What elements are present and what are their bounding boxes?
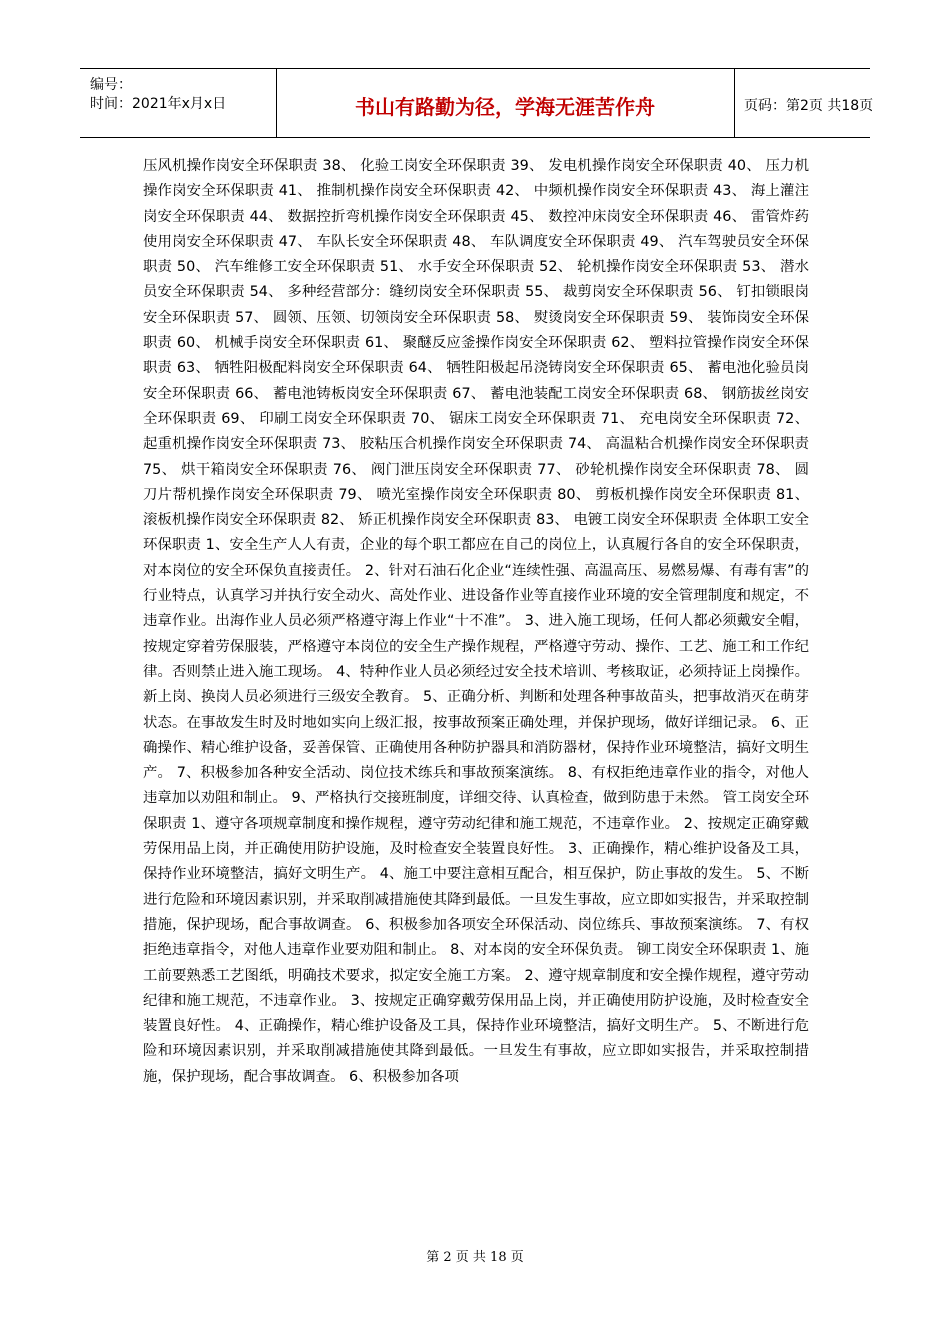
page-footer: 第 2 页 共 18 页 xyxy=(426,1250,524,1265)
header-page-info: 页码：第2页 共18页 xyxy=(744,98,874,114)
body-paragraph: 压风机操作岗安全环保职责 38、 化验工岗安全环保职责 39、 发电机操作岗安全环保职责 40、 压力机操作岗安全环保职责 41、 推制机操作岗安全环保职责 42、 中频机操作岗安全环保职责 43、 海上灌注岗安全环保职责 44、 数据控折弯机操作岗安全环保职责 45、 数控冲床岗安全环保职责 46、 雷管炸药使用岗安全环保职责 47、 车队长安全环保职责 48、 车队调度安全环保职责 49、 汽车驾驶员安全环保职责 50、 汽车维修工安全环保职责 51、 水手安全环保职责 52、 轮机操作岗安全环保职责 53、 潜水员安全环保职责 54、 多种经营部分：缝纫岗安全环保职责 55、 裁剪岗安全环保职责 56、 钉扣锁眼岗安全环保职责 57、 圆领、压领、切领岗安全环保职责 58、 熨烫岗安全环保职责 59、 装饰岗安全环保职责 60、 机械手岗安全环保职责 61、 聚醚反应釜操作岗安全环保职责 62、 塑料拉管操作岗安全环保职责 63、 牺牲阳极配料岗安全环保职责 64、 牺牲阳极起吊浇铸岗安全环保职责 65、 蓄电池化验员岗安全环保职责 66、 蓄电池铸板岗安全环保职责 67、 蓄电池装配工岗安全环保职责 68、 钢筋拔丝岗安全环保职责 69、 印刷工岗安全环保职责 70、 锯床工岗安全环保职责 71、 充电岗安全环保职责 72、 起重机操作岗安全环保职责 73、 胶粘压合机操作岗安全环保职责 74、 高温粘合机操作岗安全环保职责 75、 烘干箱岗安全环保职责 76、 阀门泄压岗安全环保职责 77、 砂轮机操作岗安全环保职责 78、 圆刀片帮机操作岗安全环保职责 79、 喷光室操作岗安全环保职责 80、 剪板机操作岗安全环保职责 81、 滚板机操作岗安全环保职责 82、 矫正机操作岗安全环保职责 83、 电镀工岗安全环保职责 全体职工安全环保职责 1、安全生产人人有责，企业的每个职工都应在自己的岗位上，认真履行各自的安全环保职责，对本岗位的安全环保负直接责任。 2、针对石油石化企业“连续性强、高温高压、易燃易爆、有毒有害”的行业特点，认真学习并执行安全动火、高处作业、进设备作业等直接作业环境的安全管理制度和规定，不违章作业。出海作业人员必须严格遵守海上作业“十不准”。 3、进入施工现场，任何人都必须戴安全帽，按规定穿着劳保服装，严格遵守本岗位的安全生产操作规程，严格遵守劳动、操作、工艺、施工和工作纪律。否则禁止进入施工现场。 4、特种作业人员必须经过安全技术培训、考核取证，必须持证上岗操作。新上岗、换岗人员必须进行三级安全教育。 5、正确分析、判断和处理各种事故苗头，把事故消灭在萌芽状态。在事故发生时及时地如实向上级汇报，按事故预案正确处理，并保护现场，做好详细记录。 6、正确操作、精心维护设备，妥善保管、正确使用各种防护器具和消防器材，保持作业环境整洁，搞好文明生产。 7、积极参加各种安全活动、岗位技术练兵和事故预案演练。 8、有权拒绝违章作业的指令，对他人违章加以劝阻和制止。 9、严格执行交接班制度，详细交待、认真检查，做到防患于未然。 管工岗安全环保职责 1、遵守各项规章制度和操作规程，遵守劳动纪律和施工规范，不违章作业。 2、按规定正确穿戴劳保用品上岗，并正确使用防护设施，及时检查安全装置良好性。 3、正确操作，精心维护设备及工具，保持作业环境整洁，搞好文明生产。 4、施工中要注意相互配合，相互保护，防止事故的发生。 5、不断进行危险和环境因素识别，并采取削减措施使其降到最低。一旦发生事故，应立即如实报告，并采取控制措施，保护现场，配合事故调查。 6、积极参加各项安全环保活动、岗位练兵、事故预案演练。 7、有权拒绝违章指令，对他人违章作业要劝阻和制止。 8、对本岗的安全环保负责。 铆工岗安全环保职责 1、施工前要熟悉工艺图纸，明确技术要求，拟定安全施工方案。 2、遵守规章制度和安全操作规程，遵守劳动纪律和施工规范，不违章作业。 3、按规定正确穿戴劳保用品上岗，并正确使用防护设施，及时检查安全装置良好性。 4、正确操作，精心维护设备及工具，保持作业环境整洁，搞好文明生产。 5、不断进行危险和环境因素识别，并采取削减措施使其降到最低。一旦发生有事故，应立即如实报告，并采取控制措施，保护现场，配合事故调查。 6、积极参加各项 xyxy=(143,158,809,1085)
header-motto: 书山有路勤为径，学海无涯苦作舟 xyxy=(355,95,655,119)
header-page-cell xyxy=(734,69,874,137)
header-motto-cell xyxy=(276,69,735,137)
page-header xyxy=(80,68,874,138)
header-meta-cell xyxy=(80,69,277,137)
document-body xyxy=(143,154,809,1090)
document-date-label: 时间：2021年x月x日 xyxy=(90,96,227,112)
document-number-label: 编号： xyxy=(90,77,132,93)
